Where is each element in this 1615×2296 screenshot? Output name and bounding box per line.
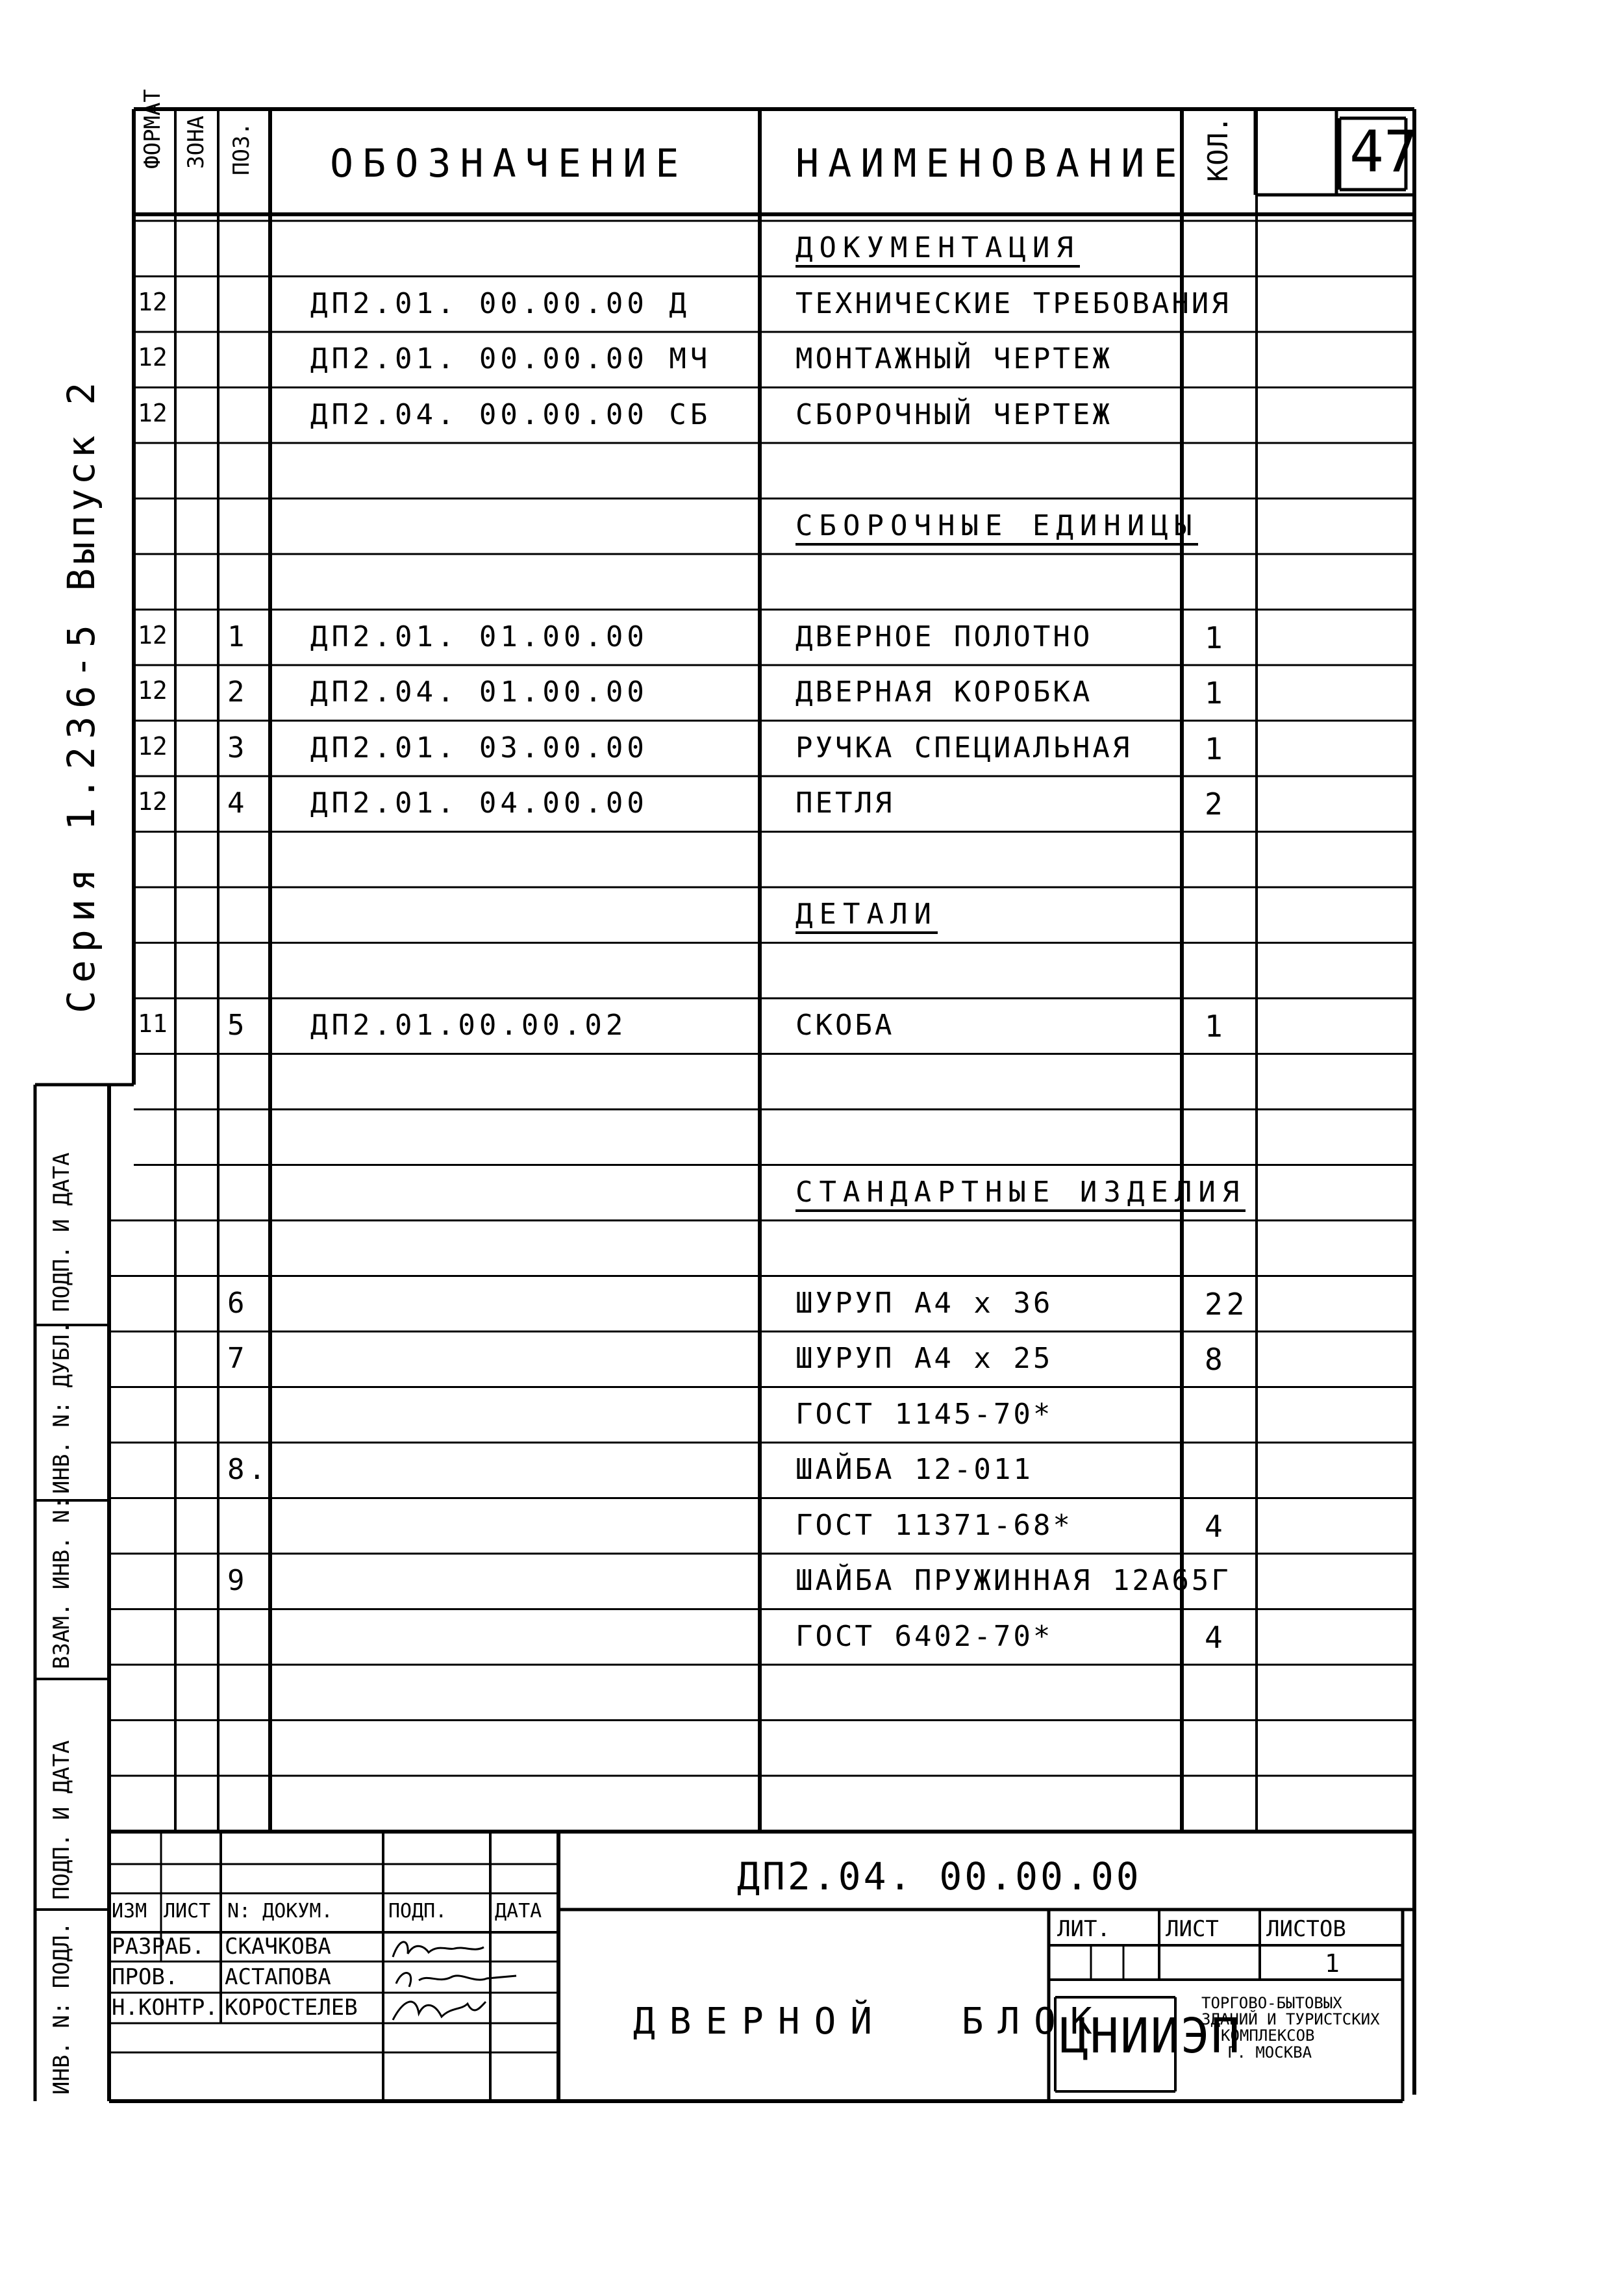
role-norm-control: Н.КОНТР.: [112, 1995, 218, 2021]
sheet-label: ЛИСТ: [1166, 1916, 1219, 1942]
qty-cell: 1: [1205, 1009, 1227, 1044]
name-cell: ПЕТЛЯ: [795, 787, 895, 820]
format-cell: 12: [138, 398, 168, 427]
designation-cell: ДП2.04. 01.00.00: [310, 675, 648, 709]
signature-developer: [390, 1934, 487, 1963]
position-cell: 3: [227, 731, 249, 764]
role-developer: РАЗРАБ.: [112, 1934, 205, 1960]
name-cell: ГОСТ 1145-70*: [795, 1397, 1053, 1431]
signature-checker: [390, 1964, 520, 1993]
designation-cell: ДП2.01. 01.00.00: [310, 620, 648, 653]
document-code: ДП2.04. 00.00.00: [737, 1854, 1142, 1899]
name-cell: СКОБА: [795, 1009, 895, 1042]
section-heading: ДОКУМЕНТАЦИЯ: [795, 234, 1080, 268]
qty-cell: 2: [1205, 787, 1227, 822]
name-cell: МОНТАЖНЫЙ ЧЕРТЕЖ: [795, 342, 1112, 375]
name-norm-control: КОРОСТЕЛЕВ: [225, 1995, 358, 2021]
position-cell: 2: [227, 675, 249, 709]
org-logo: ЦНИИЭП: [1060, 2008, 1242, 2064]
org-text-line-3: КОМПЛЕКСОВ: [1221, 2026, 1315, 2045]
org-text-line-2: ЗДАНИЙ И ТУРИСТСКИХ: [1201, 2010, 1380, 2029]
format-cell: 12: [138, 343, 168, 372]
designation-cell: ДП2.04. 00.00.00 СБ: [310, 397, 712, 431]
series-caption: Серия 1.236-5: [59, 617, 103, 1013]
position-cell: 5: [227, 1009, 249, 1042]
format-cell: 12: [138, 620, 168, 650]
format-cell: 11: [138, 1009, 168, 1038]
qty-cell: 1: [1205, 620, 1227, 655]
sign-header: ПОДП.: [388, 1900, 447, 1923]
sign-date-label-1: ПОДП. И ДАТА: [49, 1152, 75, 1312]
format-cell: 12: [138, 731, 168, 761]
format-header: ФОРМАТ: [140, 89, 166, 169]
qty-cell: 22: [1205, 1286, 1249, 1322]
qty-cell: 1: [1205, 731, 1227, 766]
format-cell: 12: [138, 676, 168, 705]
pos-header: ПОЗ.: [229, 122, 255, 175]
name-cell: ШУРУП А4 х 36: [795, 1286, 1053, 1320]
name-cell: ШАЙБА ПРУЖИННАЯ 12А65Г: [795, 1564, 1231, 1597]
list-header: ЛИСТ: [164, 1900, 211, 1923]
designation-cell: ДП2.01. 00.00.00 МЧ: [310, 342, 712, 375]
org-text-line-4: Г. МОСКВА: [1227, 2043, 1312, 2062]
sheets-value: 1: [1325, 1949, 1340, 1978]
vzam-inv-label: ВЗАМ. ИНВ. N:: [49, 1496, 75, 1669]
org-text: [1201, 1995, 1380, 2061]
name-developer: СКАЧКОВА: [225, 1934, 331, 1960]
designation-cell: ДП2.01. 00.00.00 Д: [310, 286, 690, 320]
format-cell: 12: [138, 787, 168, 816]
name-cell: ГОСТ 11371-68*: [795, 1508, 1073, 1542]
inv-dubl-label: ИНВ. N: ДУБЛ.: [49, 1320, 75, 1494]
sheet-number: 47: [1349, 118, 1418, 185]
name-cell: ШАЙБА 12-011: [795, 1453, 1033, 1486]
sheets-label: ЛИСТОВ: [1266, 1916, 1346, 1942]
zone-header: ЗОНА: [183, 116, 209, 169]
section-heading: ДЕТАЛИ: [795, 900, 938, 934]
document-title: ДВЕРНОЙ БЛОК: [633, 2000, 1107, 2043]
sign-date-label-2: ПОДП. И ДАТА: [49, 1740, 75, 1900]
position-cell: 9: [227, 1564, 249, 1597]
name-cell: ДВЕРНОЕ ПОЛОТНО: [795, 620, 1093, 653]
position-cell: 7: [227, 1342, 249, 1375]
designation-cell: ДП2.01. 04.00.00: [310, 787, 648, 820]
date-header: ДАТА: [495, 1900, 542, 1923]
name-cell: ШУРУП А4 х 25: [795, 1342, 1053, 1375]
section-heading: СТАНДАРТНЫЕ ИЗДЕЛИЯ: [795, 1178, 1246, 1212]
role-checker: ПРОВ.: [112, 1964, 179, 1990]
qty-cell: 4: [1205, 1508, 1227, 1544]
qty-cell: 1: [1205, 675, 1227, 711]
qty-header: КОЛ.: [1202, 116, 1234, 182]
inv-podl-label: ИНВ. N: ПОДЛ.: [49, 1921, 75, 2095]
designation-header: ОБОЗНАЧЕНИЕ: [330, 141, 688, 186]
qty-cell: 8: [1205, 1342, 1227, 1377]
format-cell: 12: [138, 287, 168, 316]
issue-caption: Выпуск 2: [59, 378, 103, 591]
position-cell: 4: [227, 787, 249, 820]
name-header: НАИМЕНОВАНИЕ: [795, 141, 1186, 186]
name-cell: СБОРОЧНЫЙ ЧЕРТЕЖ: [795, 397, 1112, 431]
doc-no-header: N: ДОКУМ.: [227, 1900, 333, 1923]
position-cell: 8.: [227, 1453, 269, 1486]
name-cell: ГОСТ 6402-70*: [795, 1619, 1053, 1653]
designation-cell: ДП2.01. 03.00.00: [310, 731, 648, 764]
name-cell: ДВЕРНАЯ КОРОБКА: [795, 675, 1093, 709]
position-cell: 1: [227, 620, 249, 653]
lit-label: ЛИТ.: [1057, 1916, 1110, 1942]
position-cell: 6: [227, 1286, 249, 1320]
name-cell: РУЧКА СПЕЦИАЛЬНАЯ: [795, 731, 1133, 764]
izm-header: ИЗМ: [112, 1900, 147, 1923]
org-text-line-1: ТОРГОВО-БЫТОВЫХ: [1201, 1994, 1342, 2012]
signature-norm-control: [390, 1994, 487, 2026]
name-cell: ТЕХНИЧЕСКИЕ ТРЕБОВАНИЯ: [795, 286, 1231, 320]
qty-cell: 4: [1205, 1619, 1227, 1655]
designation-cell: ДП2.01.00.00.02: [310, 1009, 627, 1042]
section-heading: СБОРОЧНЫЕ ЕДИНИЦЫ: [795, 512, 1198, 546]
name-checker: АСТАПОВА: [225, 1964, 331, 1990]
